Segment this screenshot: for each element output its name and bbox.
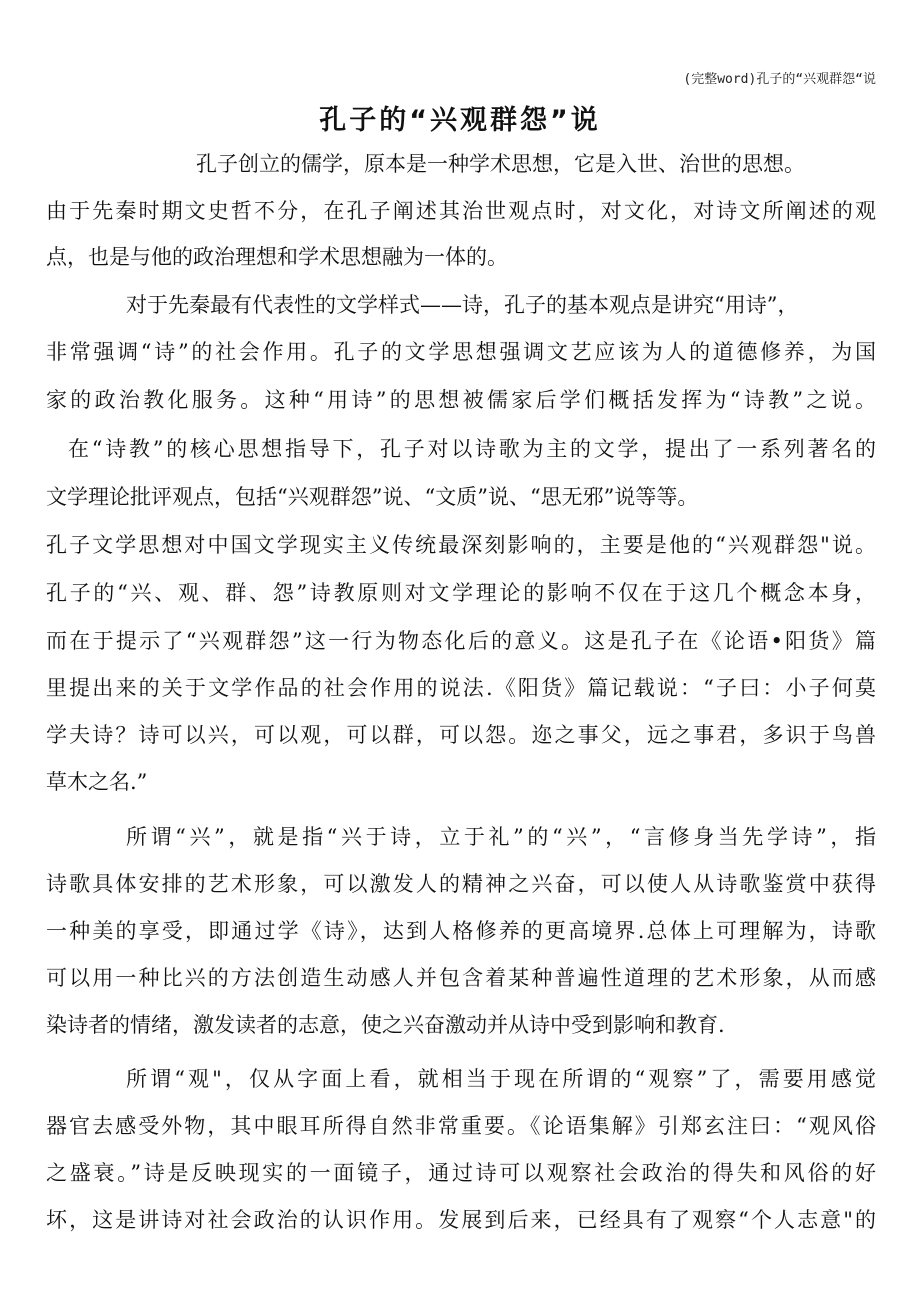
body-line: 对于先秦最有代表性的文学样式——诗，孔子的基本观点是讲究“用诗”， [126, 293, 799, 317]
body-line: 坏，这是讲诗对社会政治的认识作用。发展到后来，已经具有了观察“个人志意"的 [46, 1208, 876, 1232]
body-line: 可以用一种比兴的方法创造生动感人并包含着某种普遍性道理的艺术形象，从而感 [46, 966, 876, 990]
body-line: 一种美的享受，即通过学《诗》，达到人格修养的更高境界.总体上可理解为，诗歌 [46, 919, 876, 943]
body-line: 在“诗教”的核心思想指导下，孔子对以诗歌为主的文学，提出了一系列著名的 [68, 437, 876, 461]
body-line: 所谓“兴”，就是指“兴于诗，立于礼”的“兴”，“言修身当先学诗”，指 [126, 825, 876, 849]
body-line: 草木之名.” [46, 770, 148, 794]
body-line: 器官去感受外物，其中眼耳所得自然非常重要。《论语集解》引郑玄注曰：“观风俗 [46, 1114, 876, 1138]
body-line: 孔子文学思想对中国文学现实主义传统最深刻影响的，主要是他的“兴观群怨"说。 [46, 533, 876, 557]
body-line: 染诗者的情绪，激发读者的志意，使之兴奋激动并从诗中受到影响和教育. [46, 1013, 725, 1037]
body-line: 由于先秦时期文史哲不分，在孔子阐述其治世观点时，对文化，对诗文所阐述的观 [46, 199, 876, 223]
body-line: 孔子的“兴、观、群、怨”诗教原则对文学理论的影响不仅在于这几个概念本身， [46, 581, 876, 605]
body-line: 文学理论批评观点，包括“兴观群怨”说、“文质”说、“思无邪”说等等。 [46, 485, 699, 509]
body-line: 点，也是与他的政治理想和学术思想融为一体的。 [46, 245, 508, 269]
running-header: (完整word)孔子的“兴观群怨“说 [683, 72, 876, 87]
body-line: 诗歌具体安排的艺术形象，可以激发人的精神之兴奋，可以使人从诗歌鉴赏中获得 [46, 872, 876, 896]
body-line: 所谓“观"，仅从字面上看，就相当于现在所谓的“观察”了，需要用感觉 [126, 1067, 876, 1091]
body-line: 孔子创立的儒学，原本是一种学术思想，它是入世、治世的思想。 [196, 152, 805, 176]
body-line: 家的政治教化服务。这种“用诗”的思想被儒家后学们概括发挥为“诗教”之说。 [46, 388, 876, 412]
body-line: 之盛衰。”诗是反映现实的一面镜子，通过诗可以观察社会政治的得失和风俗的好 [46, 1161, 876, 1185]
body-line: 非常强调“诗”的社会作用。孔子的文学思想强调文艺应该为人的道德修养，为国 [46, 340, 876, 364]
body-line: 而在于提示了“兴观群怨”这一行为物态化后的意义。这是孔子在《论语•阳货》篇 [46, 629, 876, 653]
body-line: 里提出来的关于文学作品的社会作用的说法.《阳货》篇记载说：“子曰：小子何莫 [46, 676, 876, 700]
document-title: 孔子的“兴观群怨”说 [319, 105, 601, 136]
body-line: 学夫诗？诗可以兴，可以观，可以群，可以怨。迩之事父，远之事君，多识于鸟兽 [46, 723, 876, 747]
